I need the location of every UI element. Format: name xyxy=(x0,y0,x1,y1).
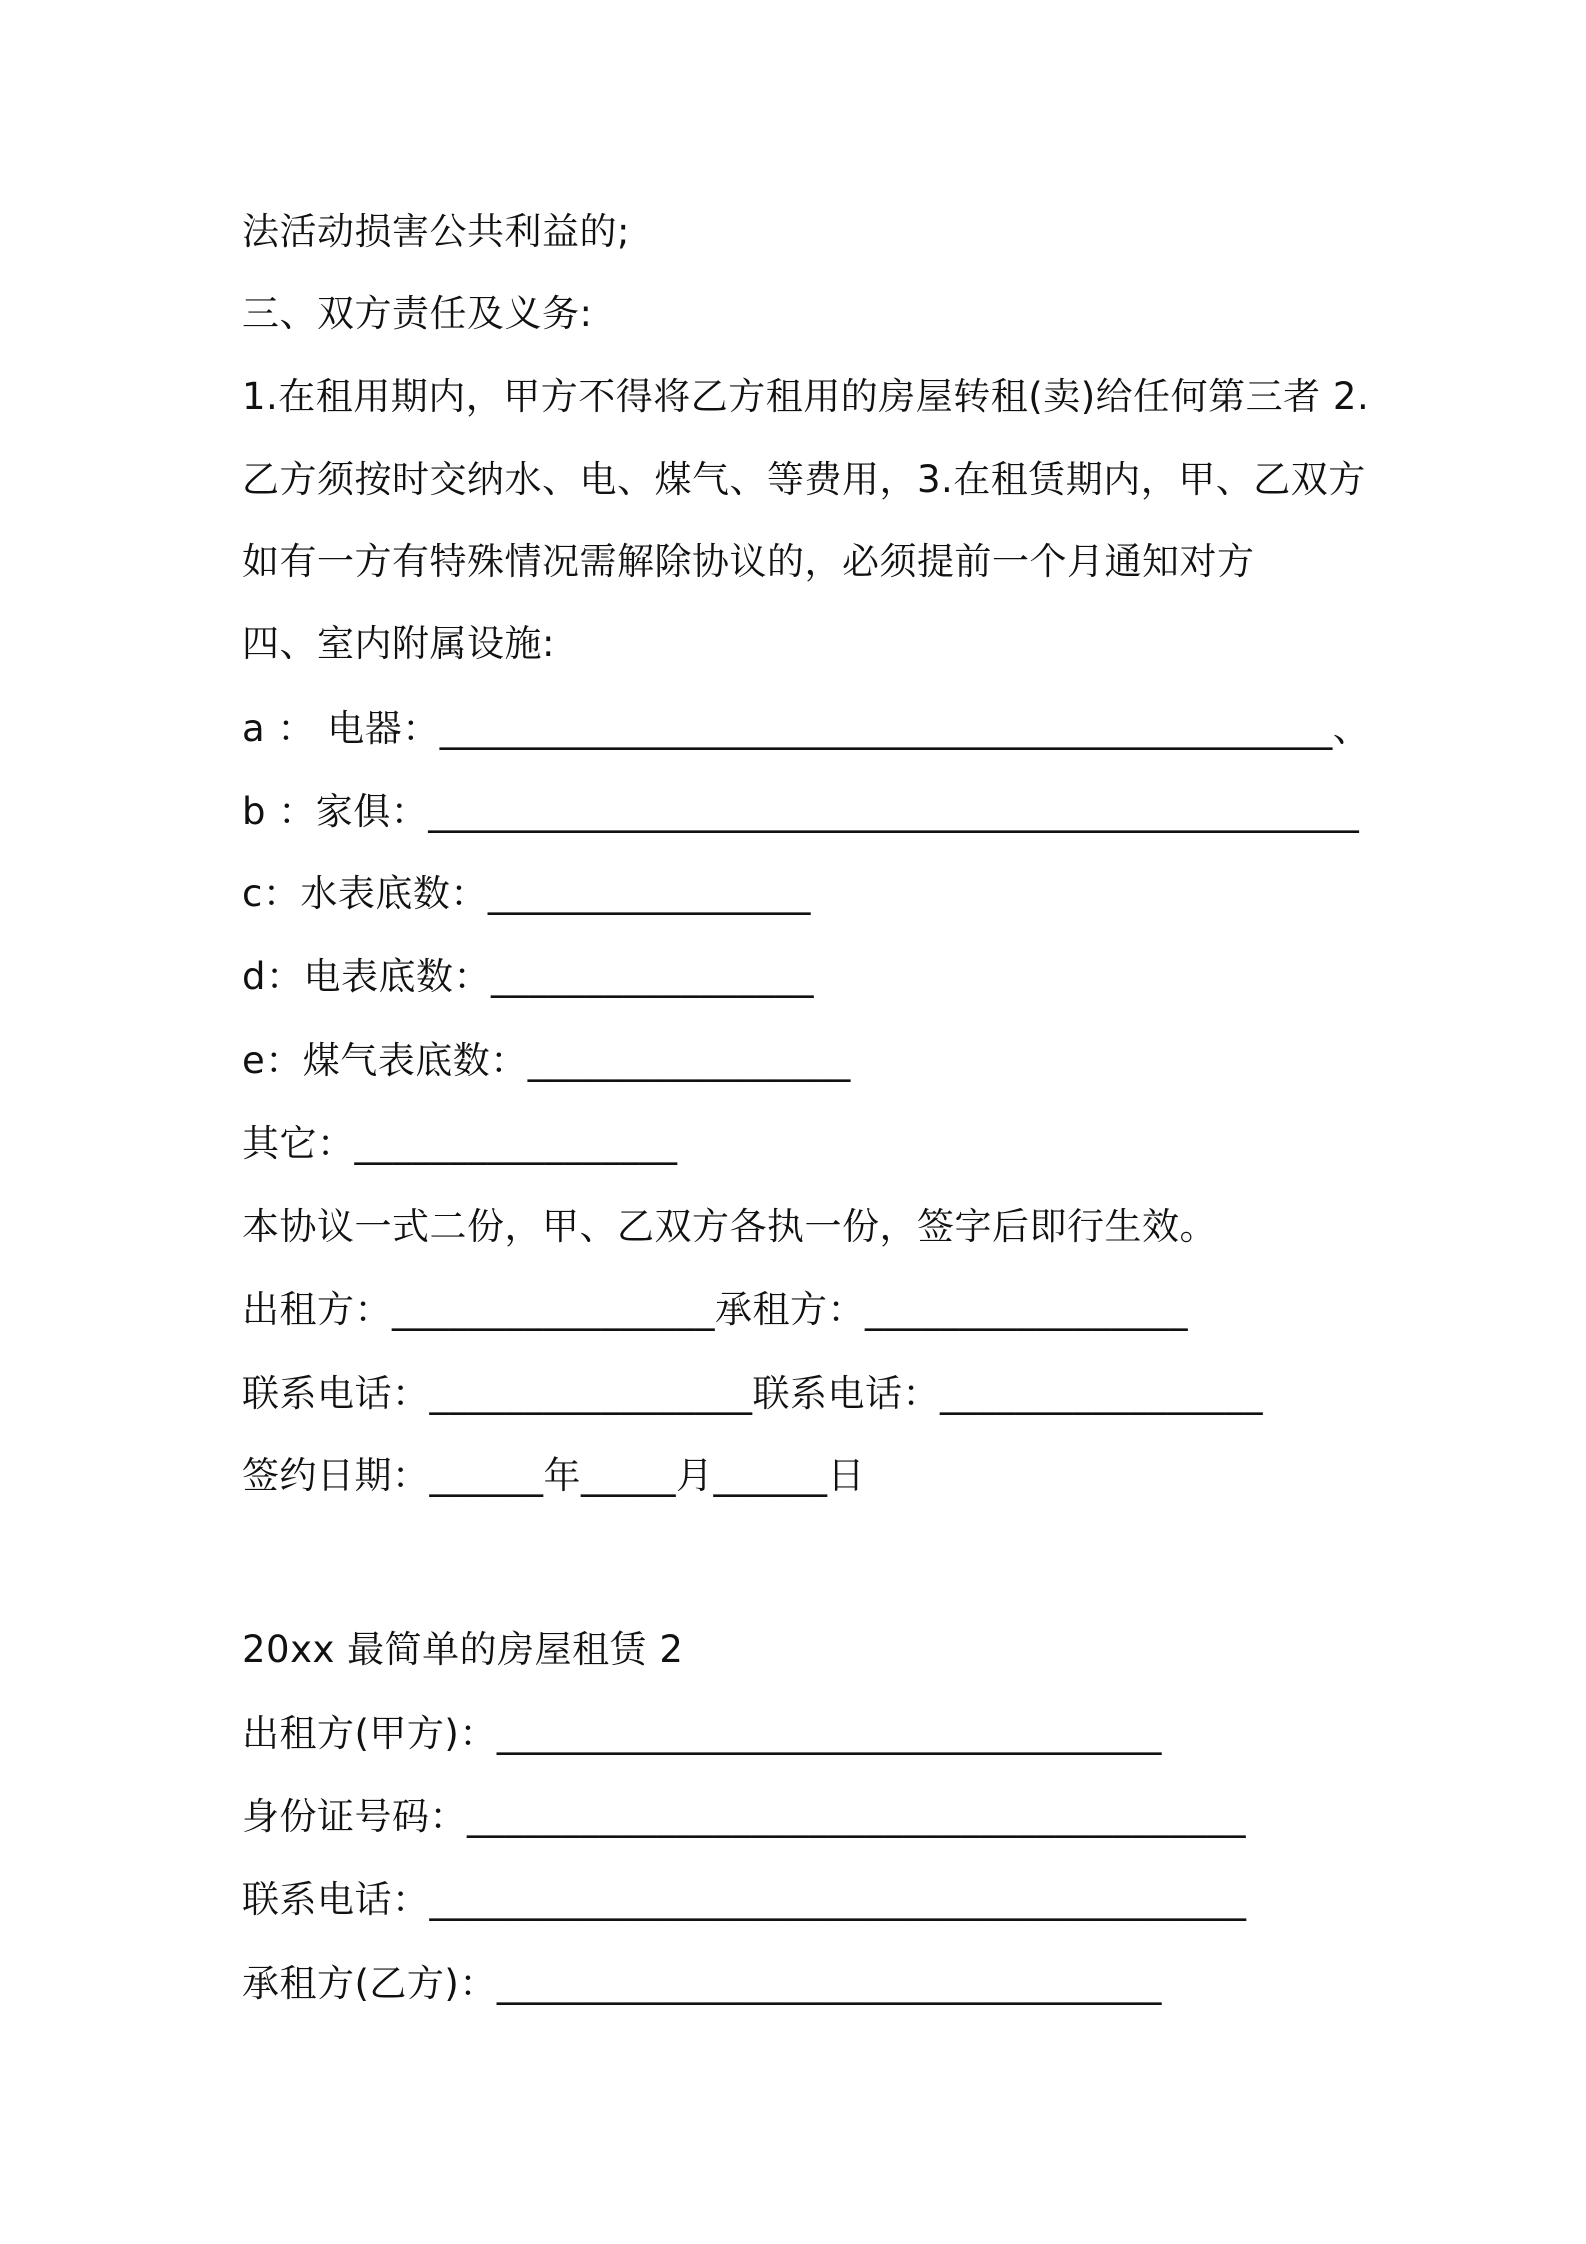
text-line: 如有一方有特殊情况需解除协议的，必须提前一个月通知对方 xyxy=(242,540,1255,583)
form-field-line: a ： 电器：_______________________________________________、 xyxy=(242,707,1371,750)
date-line: 签约日期：______年_____月______日 xyxy=(242,1454,865,1497)
signature-line: 出租方：_________________承租方：_________________ xyxy=(242,1288,1188,1331)
section-heading: 三、双方责任及义务: xyxy=(242,292,593,335)
form-field-line: b ：家俱：_________________________________________________ xyxy=(242,790,1360,833)
text-line: 本协议一式二份，甲、乙双方各执一份，签字后即行生效。 xyxy=(242,1205,1217,1248)
document-title: 20xx 最简单的房屋租赁 2 xyxy=(242,1628,684,1671)
form-field-line: 出租方(甲方)：___________________________________ xyxy=(242,1712,1162,1755)
signature-line: 联系电话：_________________联系电话：_________________ xyxy=(242,1372,1263,1415)
form-field-line: 承租方(乙方)：___________________________________ xyxy=(242,1962,1162,2005)
form-field-line: 身份证号码：_________________________________________ xyxy=(242,1795,1246,1838)
text-line: 法活动损害公共利益的; xyxy=(242,210,630,253)
form-field-line: d：电表底数：_________________ xyxy=(242,955,814,998)
section-heading: 四、室内附属设施: xyxy=(242,622,555,665)
text-line: 1.在租用期内，甲方不得将乙方租用的房屋转租(卖)给任何第三者 2. xyxy=(242,375,1370,418)
form-field-line: 其它：_________________ xyxy=(242,1122,678,1165)
form-field-line: c：水表底数：_________________ xyxy=(242,872,811,915)
form-field-line: e：煤气表底数：_________________ xyxy=(242,1039,851,1082)
text-line: 乙方须按时交纳水、电、煤气、等费用，3.在租赁期内，甲、乙双方 xyxy=(242,458,1366,501)
form-field-line: 联系电话：___________________________________________ xyxy=(242,1878,1247,1921)
